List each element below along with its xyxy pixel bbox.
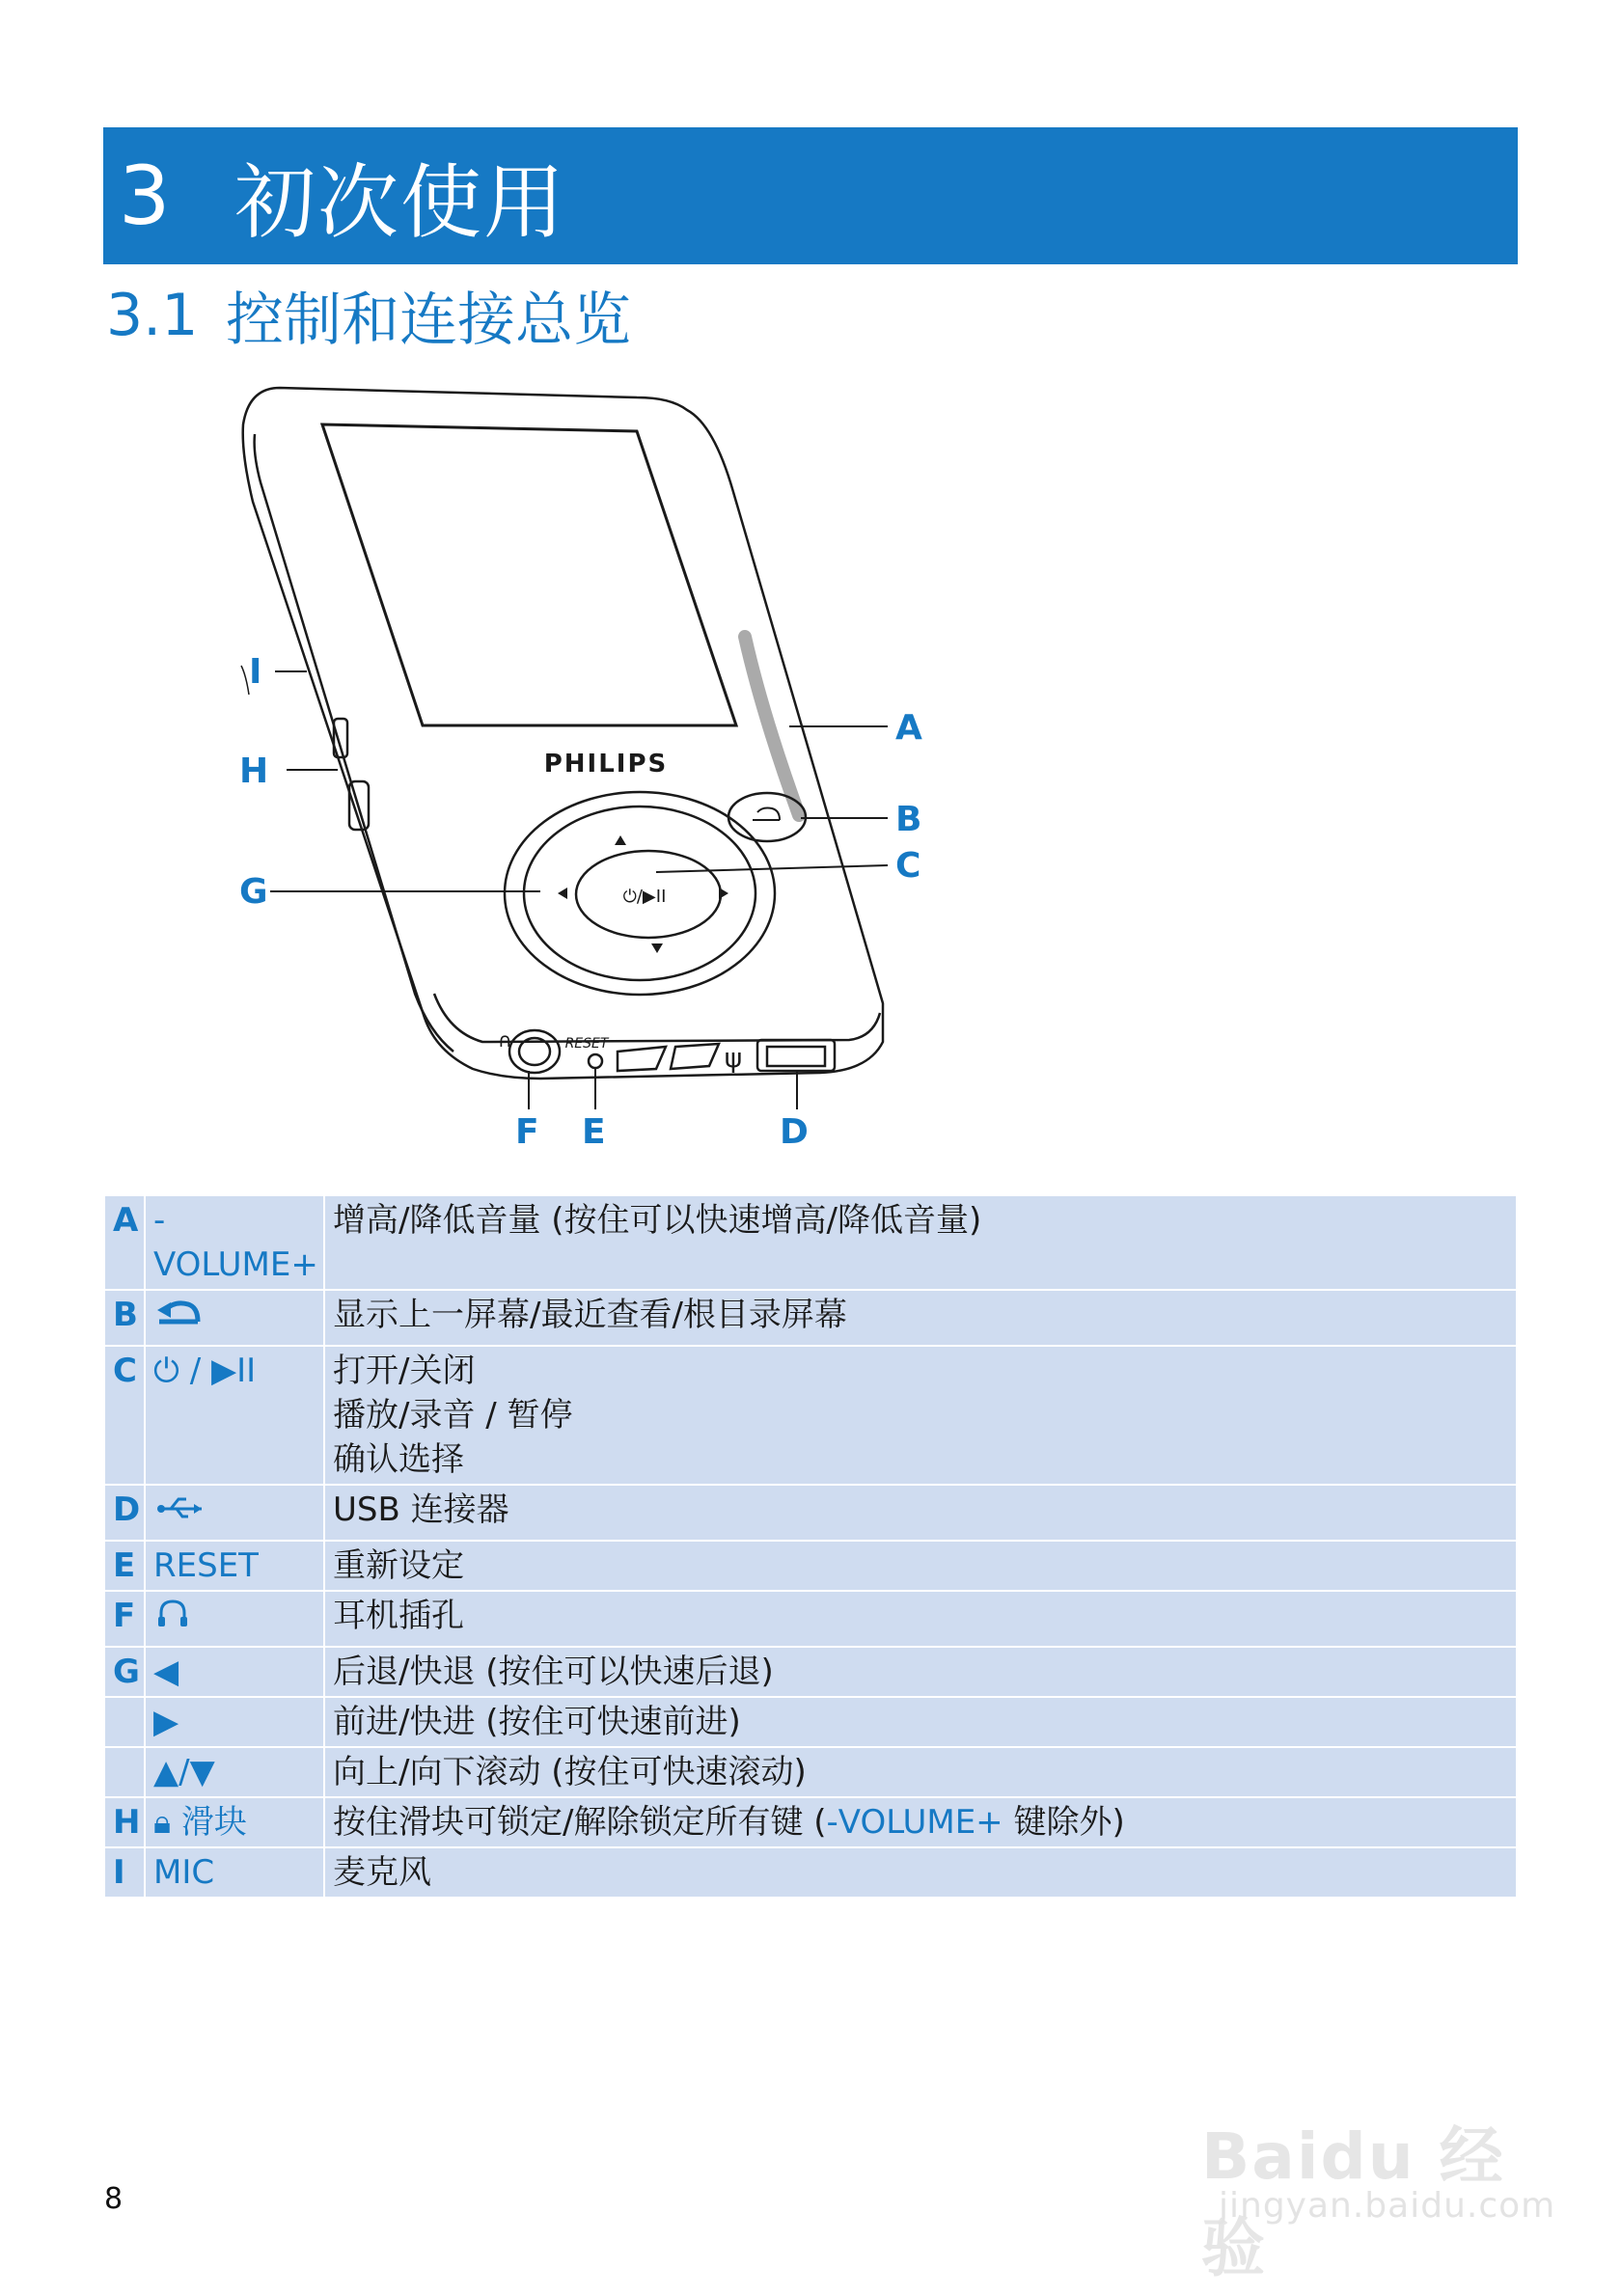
usb-symbol-icon: ψ	[724, 1042, 743, 1074]
row-description: 前进/快进 (按住可快速前进)	[324, 1697, 1517, 1747]
callout-D: D	[780, 1112, 809, 1152]
headphone-symbol-icon: ∩	[498, 1028, 512, 1052]
row-description: 麦克风	[324, 1847, 1517, 1898]
row-key: D	[104, 1485, 145, 1541]
row-description: 显示上一屏幕/最近查看/根目录屏幕	[324, 1290, 1517, 1346]
row-key: G	[104, 1647, 145, 1697]
row-description: 后退/快退 (按住可以快速后退)	[324, 1647, 1517, 1697]
back-arrow-icon	[145, 1290, 324, 1346]
callout-E: E	[582, 1112, 606, 1152]
callout-B: B	[895, 800, 922, 839]
controls-table	[103, 1194, 1518, 1899]
row-symbol: MIC	[145, 1847, 324, 1898]
row-description: 耳机插孔	[324, 1591, 1517, 1647]
table-row	[104, 1290, 1517, 1346]
row-description: 向上/向下滚动 (按住可快速滚动)	[324, 1747, 1517, 1797]
row-symbol: -VOLUME+	[145, 1195, 324, 1290]
row-key: I	[104, 1847, 145, 1898]
table-row	[104, 1747, 1517, 1797]
row-key: F	[104, 1591, 145, 1647]
table-row	[104, 1541, 1517, 1591]
row-symbol: RESET	[145, 1541, 324, 1591]
row-description: USB 连接器	[324, 1485, 1517, 1541]
row-description: 增高/降低音量 (按住可以快速增高/降低音量)	[324, 1195, 1517, 1290]
chapter-number: 3	[119, 149, 171, 243]
callout-A: A	[895, 708, 922, 748]
callout-C: C	[895, 846, 921, 886]
row-key: H	[104, 1797, 145, 1847]
lock-icon: 🔒︎	[153, 1803, 172, 1842]
callout-I: I	[249, 652, 262, 692]
row-description: 打开/关闭 播放/录音 / 暂停 确认选择	[324, 1346, 1517, 1485]
row-symbol: ▶	[145, 1697, 324, 1747]
row-key	[104, 1697, 145, 1747]
table-row	[104, 1847, 1517, 1898]
brand-logo: PHILIPS	[543, 750, 669, 779]
row-symbol: 🔒︎ 滑块	[145, 1797, 324, 1847]
row-symbol: ⏻ / ▶II	[145, 1346, 324, 1485]
callout-F: F	[515, 1112, 539, 1152]
row-symbol: ▲/▼	[145, 1747, 324, 1797]
device-screen	[322, 424, 736, 725]
row-key	[104, 1747, 145, 1797]
watermark-url: jingyan.baidu.com	[1219, 2186, 1556, 2226]
table-row	[104, 1797, 1517, 1847]
table-row	[104, 1485, 1517, 1541]
headphone-icon	[145, 1591, 324, 1647]
row-key: C	[104, 1346, 145, 1485]
row-description: 按住滑块可锁定/解除锁定所有键 (-VOLUME+ 键除外)	[324, 1797, 1517, 1847]
row-key: B	[104, 1290, 145, 1346]
table-row	[104, 1591, 1517, 1647]
table-row	[104, 1195, 1517, 1290]
table-row	[104, 1346, 1517, 1485]
callout-G: G	[239, 872, 268, 912]
callout-H: H	[239, 752, 269, 791]
usb-icon	[145, 1485, 324, 1541]
section-number: 3.1	[106, 282, 199, 349]
row-symbol: ◀	[145, 1647, 324, 1697]
table-row	[104, 1697, 1517, 1747]
reset-hole	[589, 1054, 602, 1068]
row-description: 重新设定	[324, 1541, 1517, 1591]
page-number: 8	[104, 2182, 124, 2216]
watermark	[1143, 2045, 1556, 2285]
chapter-title: 初次使用	[234, 154, 567, 250]
device-body	[243, 388, 883, 1079]
table-row	[104, 1647, 1517, 1697]
device-side	[255, 434, 453, 1052]
watermark-logo: Baidu 经验	[1201, 2119, 1505, 2285]
row-key: E	[104, 1541, 145, 1591]
headphone-jack	[509, 1030, 560, 1073]
reset-label: RESET	[564, 1036, 609, 1052]
row-key: A	[104, 1195, 145, 1290]
center-button-label: ⏻/▶II	[622, 887, 667, 907]
section-title: 控制和连接总览	[226, 287, 631, 354]
